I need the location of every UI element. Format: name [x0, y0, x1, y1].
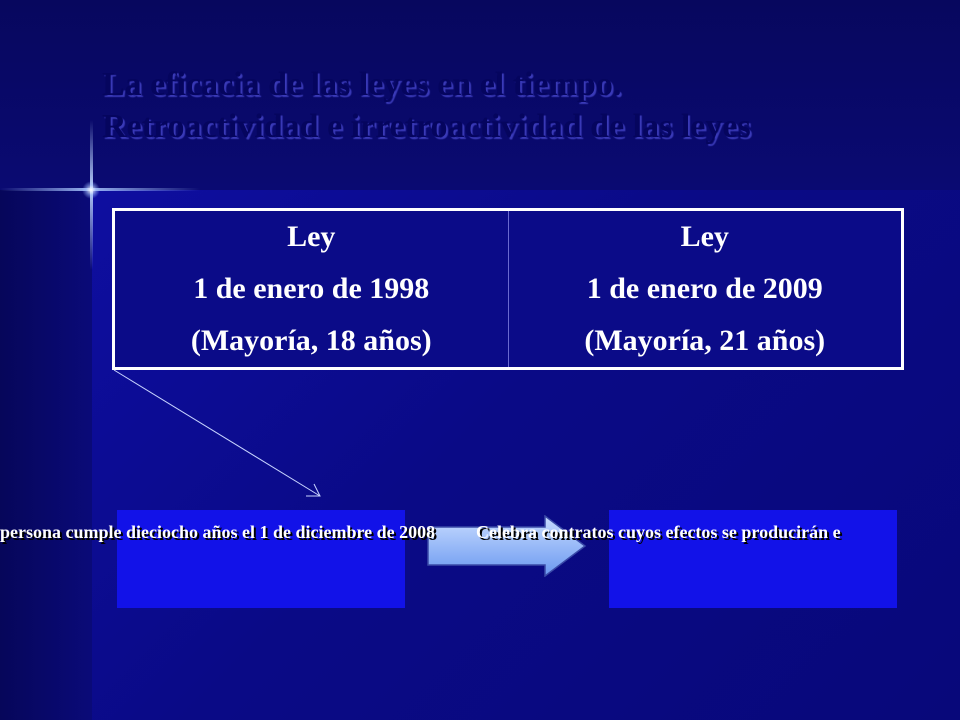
law-majority: (Mayoría, 18 años): [190, 324, 432, 357]
person-box-text: persona cumple dieciocho años el 1 de diciembre de 2008: [0, 522, 436, 542]
law-date: 1 de enero de 1998: [193, 272, 430, 305]
law-label: Ley: [287, 220, 336, 253]
law-date: 1 de enero de 2009: [586, 272, 823, 305]
slide-title-line-2: Retroactividad e irretroactividad de las leyes: [102, 108, 751, 145]
slide-title-line-1: La eficacia de las leyes en el tiempo.: [102, 66, 622, 103]
contracts-box-text: Celebra contratos cuyos efectos se producirán e: [476, 522, 841, 542]
law-majority: (Mayoría, 21 años): [584, 324, 826, 357]
law-label: Ley: [680, 220, 729, 253]
